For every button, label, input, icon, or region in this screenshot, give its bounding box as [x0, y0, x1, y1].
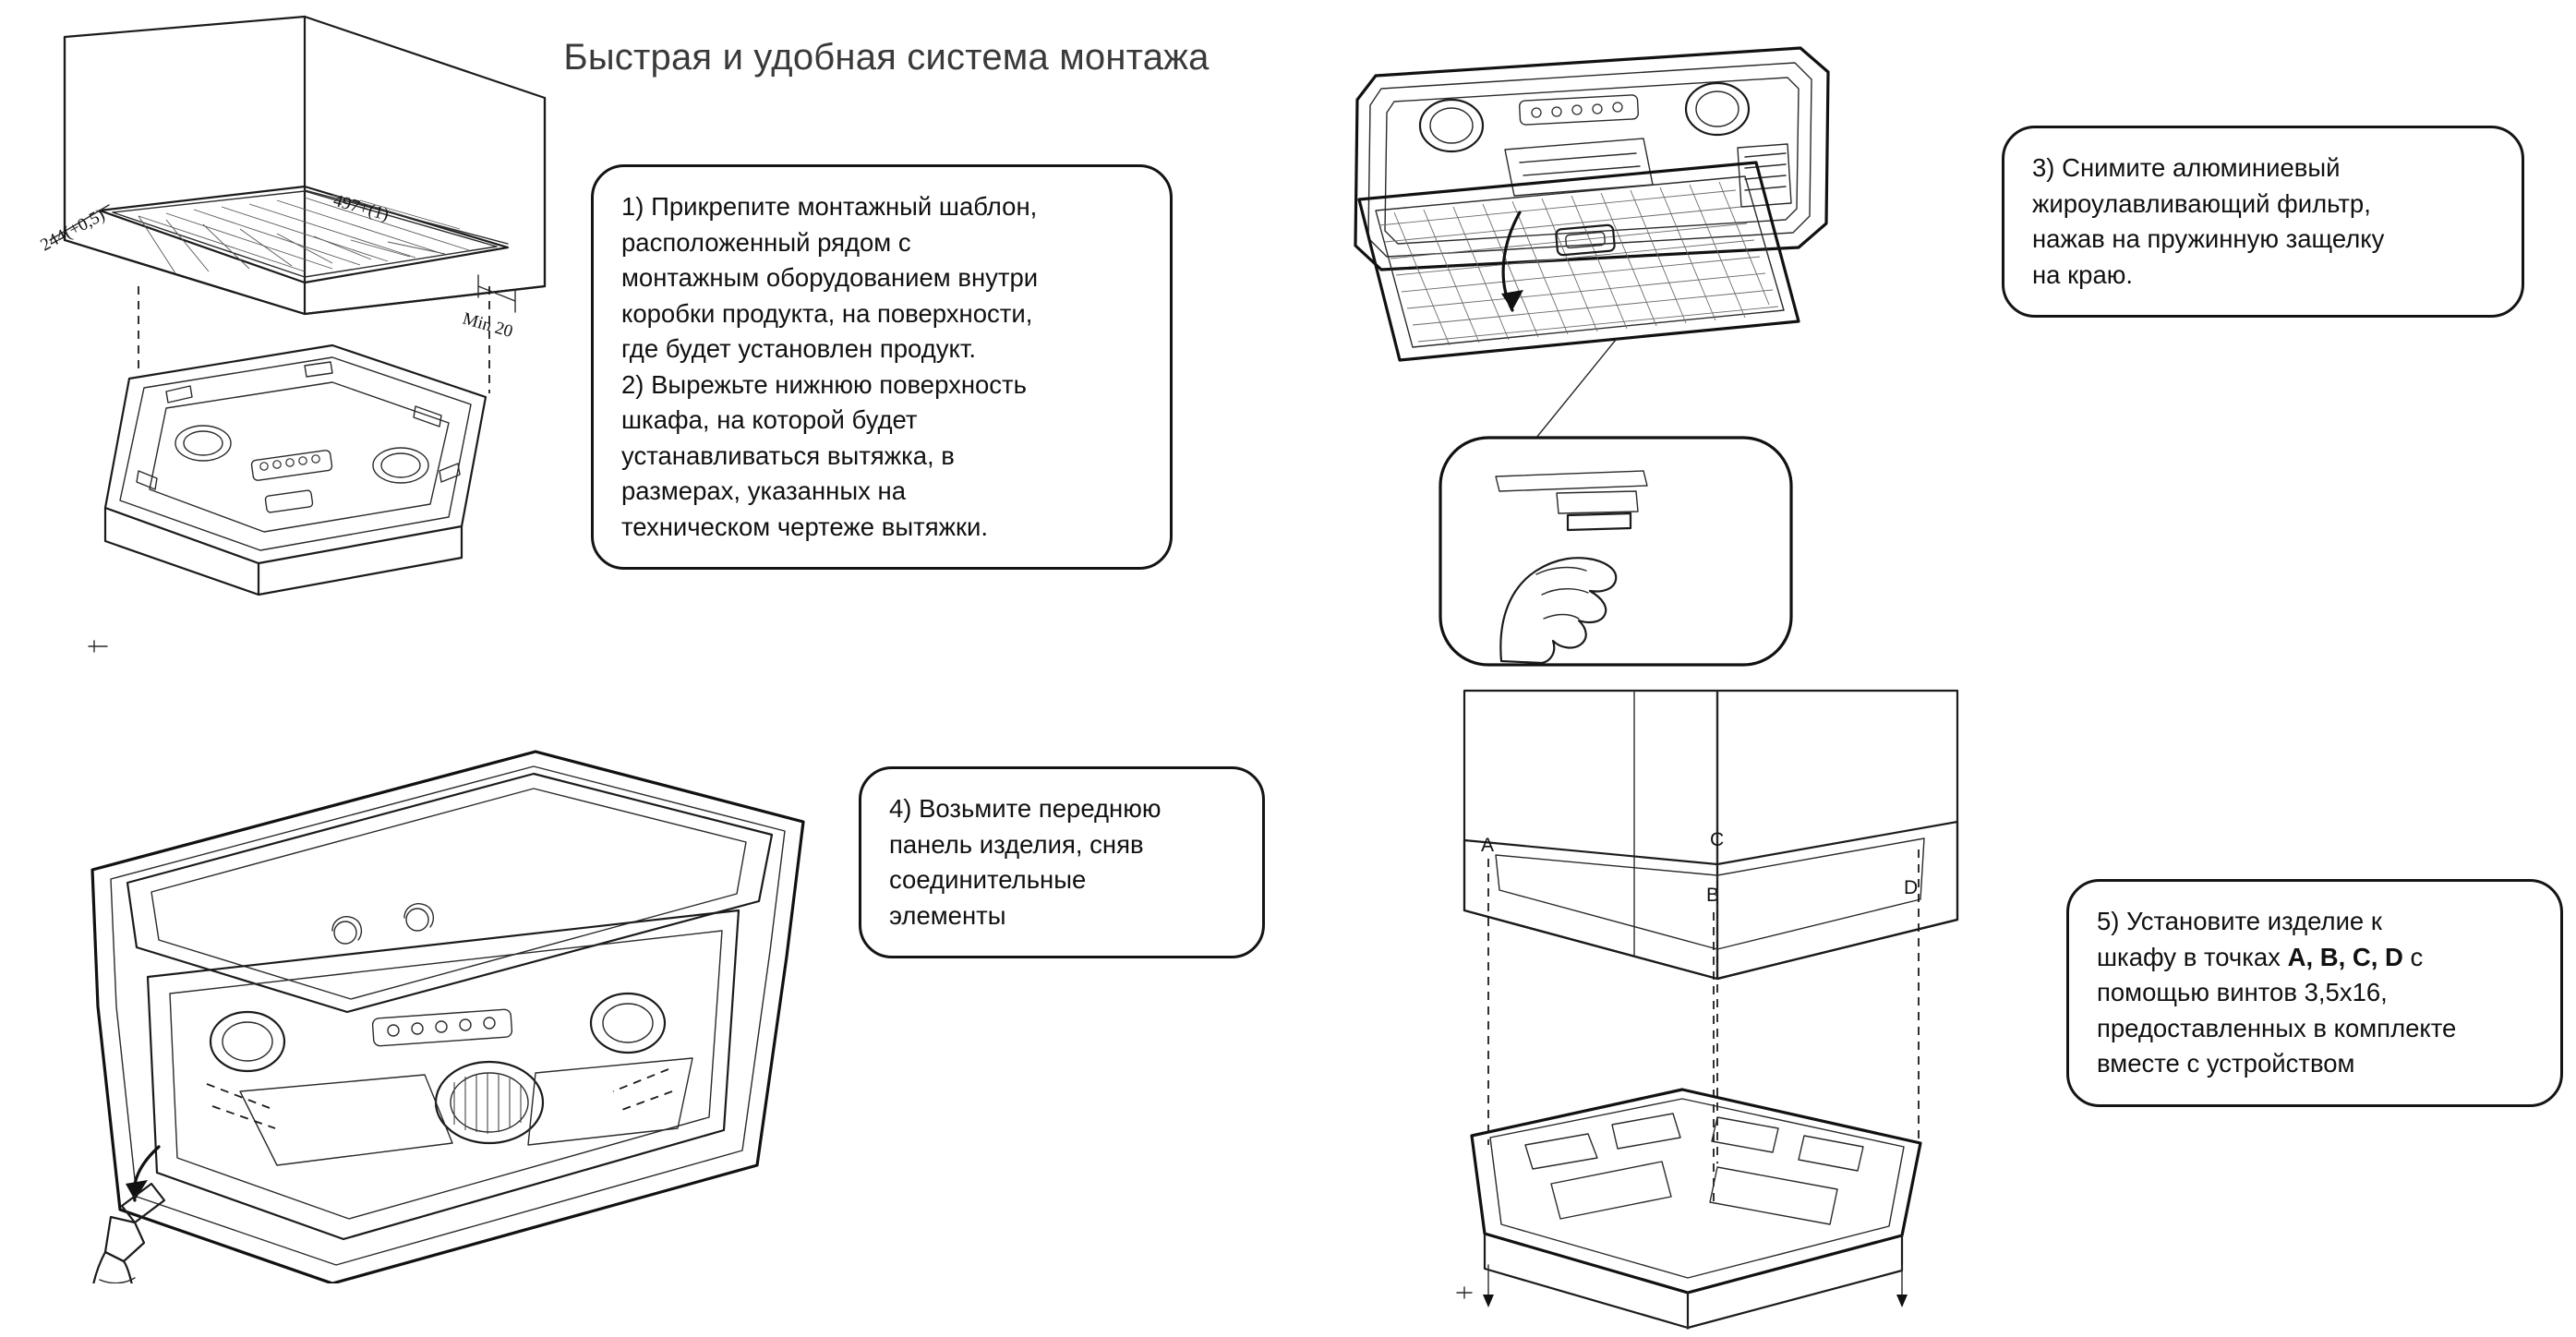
- figure-step-4-drawing: [55, 729, 822, 1283]
- figure-step-3: [1339, 28, 1985, 693]
- figure-step-5-drawing: [1440, 683, 2013, 1330]
- dimension-width-label: 497+(1): [331, 190, 391, 225]
- callout-step-3-line-3: нажав на пружинную защелку: [2032, 224, 2385, 253]
- figure-step-1: [28, 9, 619, 711]
- figure-step-5: [1440, 683, 2013, 1330]
- callout-step-4: [859, 766, 1265, 958]
- callout-step-3: [2002, 126, 2524, 318]
- filter-mesh: [1379, 182, 1778, 345]
- detail-hand-latch: [1440, 438, 1791, 665]
- callout-step-1-line-2: расположенный рядом с: [621, 227, 911, 257]
- dimension-clearance-label: Min 20: [460, 308, 515, 343]
- callout-step-5-line-2-text: шкафу в точках A, B, C, D с: [2097, 942, 2424, 971]
- dimension-clearance: [461, 275, 515, 342]
- callout-step-4-line-3: соединительные: [889, 865, 1087, 894]
- dimension-width: [305, 190, 508, 244]
- dimension-depth: [37, 205, 109, 255]
- callout-step-1-line-1: 1) Прикрепите монтажный шаблон,: [621, 192, 1038, 221]
- callout-step-5-line-4: предоставленных в комплекте: [2097, 1013, 2457, 1042]
- figure-step-3-drawing: [1339, 28, 1985, 693]
- dimension-depth-label: 244(+0,5): [37, 205, 109, 256]
- hood-front-panel: [92, 752, 803, 1283]
- mount-point-label-d: D: [1904, 877, 1919, 898]
- callout-step-3-line-1: 3) Снимите алюминиевый: [2032, 153, 2341, 182]
- aluminium-filter: [1359, 163, 1799, 360]
- hood-body-exploded: [105, 345, 486, 595]
- callout-step-1-line-6: 2) Вырежьте нижнюю поверхность: [621, 369, 1027, 399]
- callout-step-1-line-10: техническом чертеже вытяжки.: [621, 512, 989, 541]
- callout-step-1-line-3: монтажным оборудованием внутри: [621, 263, 1039, 292]
- hood-underside: [1355, 48, 1828, 270]
- callout-step-5-line-1: 5) Установите изделие к: [2097, 907, 2382, 935]
- callout-step-5-line-2: [2097, 940, 2533, 976]
- page-title: Быстрая и удобная система монтажа: [563, 37, 1210, 78]
- callout-step-4-line-1: 4) Возьмите переднюю: [889, 794, 1162, 823]
- figure-step-1-drawing: [28, 9, 619, 711]
- callout-step-4-line-4: элементы: [889, 900, 1006, 930]
- callout-step-1-line-5: где будет установлен продукт.: [621, 334, 977, 363]
- fan-drum: [436, 1062, 543, 1143]
- screwdriver: [90, 1184, 164, 1283]
- figure-step-4: [55, 729, 822, 1283]
- callout-step-1-line-4: коробки продукта, на поверхности,: [621, 298, 1033, 328]
- callout-step-5: [2066, 879, 2563, 1107]
- callout-step-1-line-9: размерах, указанных на: [621, 476, 906, 505]
- mount-point-label-b: B: [1706, 885, 1720, 906]
- callout-step-1-line-8: устанавливаться вытяжка, в: [621, 440, 955, 470]
- callout-step-1: [591, 164, 1173, 570]
- mount-point-label-c: C: [1710, 829, 1725, 850]
- callout-step-3-line-4: на краю.: [2032, 259, 2134, 289]
- callout-step-1-line-7: шкафа, на которой будет: [621, 405, 918, 434]
- callout-step-4-line-2: панель изделия, сняв: [889, 829, 1144, 859]
- callout-step-5-line-5: вместе с устройством: [2097, 1049, 2355, 1078]
- callout-step-3-line-2: жироулавливающий фильтр,: [2032, 188, 2371, 218]
- callout-step-5-line-3: помощью винтов 3,5x16,: [2097, 978, 2388, 1006]
- mount-point-label-a: A: [1481, 835, 1495, 856]
- hood-chassis: [1472, 1090, 1920, 1330]
